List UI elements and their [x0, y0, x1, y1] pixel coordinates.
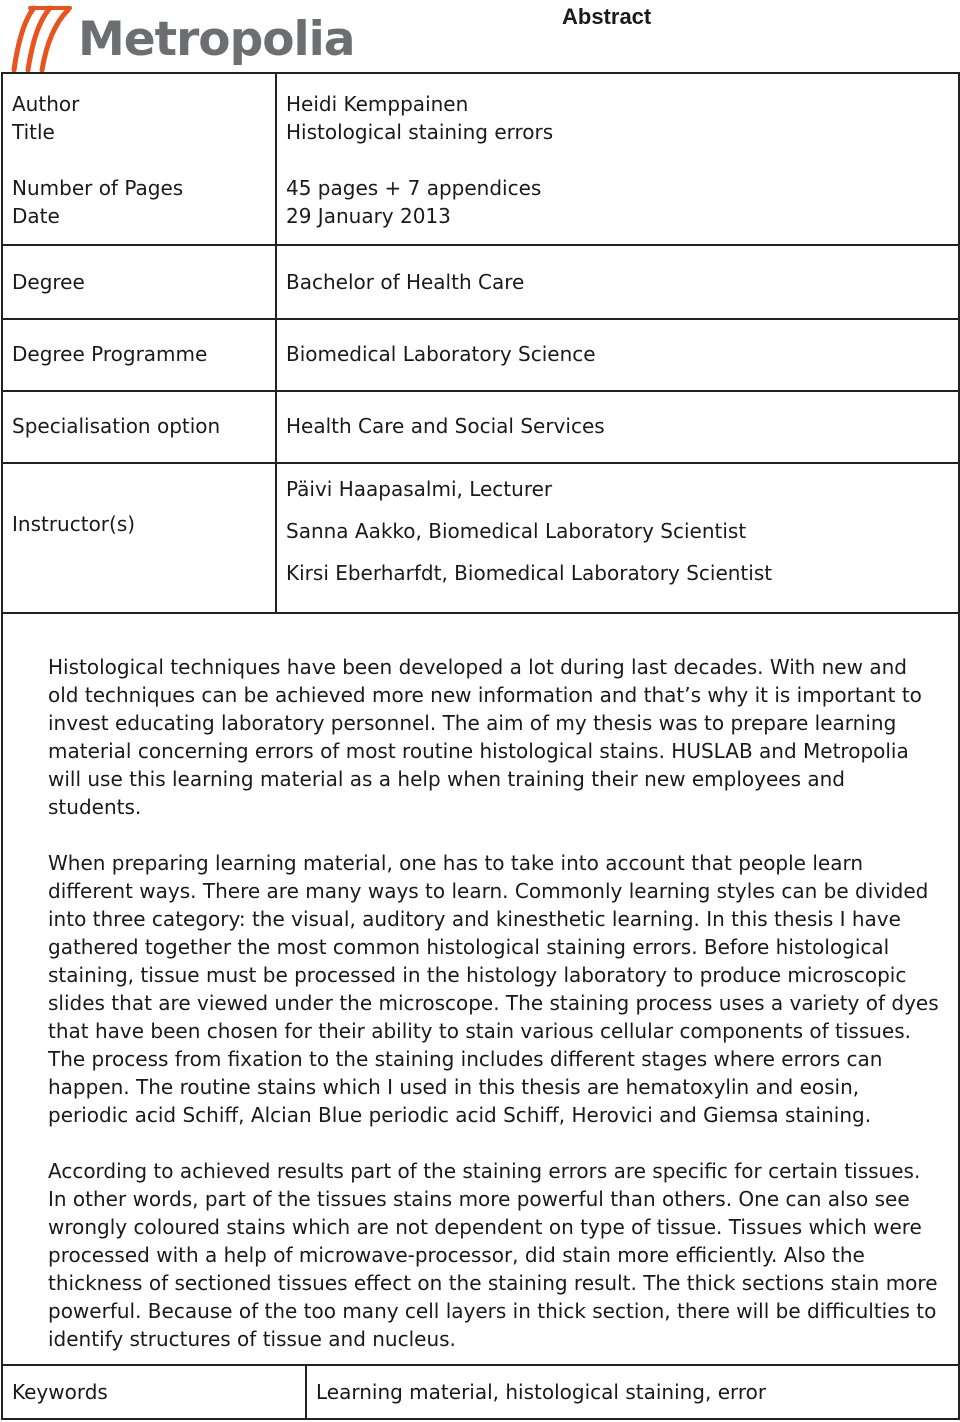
- abstract-body: [48, 653, 943, 1381]
- pages-label: Number of Pages: [12, 176, 184, 200]
- abstract-paragraph: When preparing learning material, one has to take into account that people learn different ways. There are many ways to learn. Commonly learning styles can be divided into three category: the visual, auditory and kinesthetic learning. In this thesis I have gathered together the most common histological staining errors. Before histological staining, tissue must be processed in the histology laboratory to produce microscopic slides that are viewed under the microscope. The staining process uses a variety of dyes that have been chosen for their ability to stain various cellular components of tissues. The process from fixation to the staining includes different stages where errors can happen. The routine stains which I used in this thesis are hematoxylin and eosin, periodic acid Schiff, Alcian Blue periodic acid Schiff, Herovici and Giemsa staining.: [48, 851, 939, 1127]
- logo-mark-icon: [8, 2, 80, 74]
- instructor-item: Sanna Aakko, Biomedical Laboratory Scientist: [286, 519, 747, 543]
- instructors-label: Instructor(s): [12, 512, 136, 536]
- logo-text: Metropolia: [78, 12, 355, 67]
- row-divider: [3, 244, 958, 246]
- date-label: Date: [12, 204, 60, 228]
- author-label: Author: [12, 92, 80, 116]
- programme-label: Degree Programme: [12, 342, 208, 366]
- row-divider: [3, 318, 958, 320]
- programme-value: Biomedical Laboratory Science: [286, 342, 596, 366]
- degree-label: Degree: [12, 270, 85, 294]
- date-value: 29 January 2013: [286, 204, 451, 228]
- title-value: Histological staining errors: [286, 120, 554, 144]
- page-title: Abstract: [562, 4, 652, 29]
- row-divider: [3, 612, 958, 614]
- pages-value: 45 pages + 7 appendices: [286, 176, 542, 200]
- author-value: Heidi Kemppainen: [286, 92, 469, 116]
- row-divider: [3, 390, 958, 392]
- keywords-value: Learning material, histological staining, error: [316, 1380, 767, 1404]
- metropolia-logo: [8, 2, 355, 74]
- instructor-item: Päivi Haapasalmi, Lecturer: [286, 477, 553, 501]
- row-divider: [3, 462, 958, 464]
- instructor-item: Kirsi Eberharfdt, Biomedical Laboratory Scientist: [286, 561, 773, 585]
- title-label: Title: [12, 120, 55, 144]
- degree-value: Bachelor of Health Care: [286, 270, 525, 294]
- abstract-paragraph: According to achieved results part of the staining errors are specific for certain tissues. In other words, part of the tissues stains more powerful than others. One can also see wrongly coloured stains which are not dependent on type of tissue. Tissues which were processed with a help of microwave-processor, did stain more efficiently. Also the thickness of sectioned tissues effect on the staining result. The thick sections stain more powerful. Because of the too many cell layers in thick section, there will be difficulties to identify structures of tissue and nucleus.: [48, 1159, 938, 1351]
- abstract-paragraph: Histological techniques have been developed a lot during last decades. With new and old techniques can be achieved more new information and that’s why it is important to invest educating laboratory personnel. The aim of my thesis was to prepare learning material concerning errors of most routine histological stains. HUSLAB and Metropolia will use this learning material as a help when training their new employees and students.: [48, 655, 922, 819]
- column-divider: [275, 74, 277, 612]
- keywords-label: Keywords: [12, 1380, 108, 1404]
- specialisation-value: Health Care and Social Services: [286, 414, 605, 438]
- specialisation-label: Specialisation option: [12, 414, 221, 438]
